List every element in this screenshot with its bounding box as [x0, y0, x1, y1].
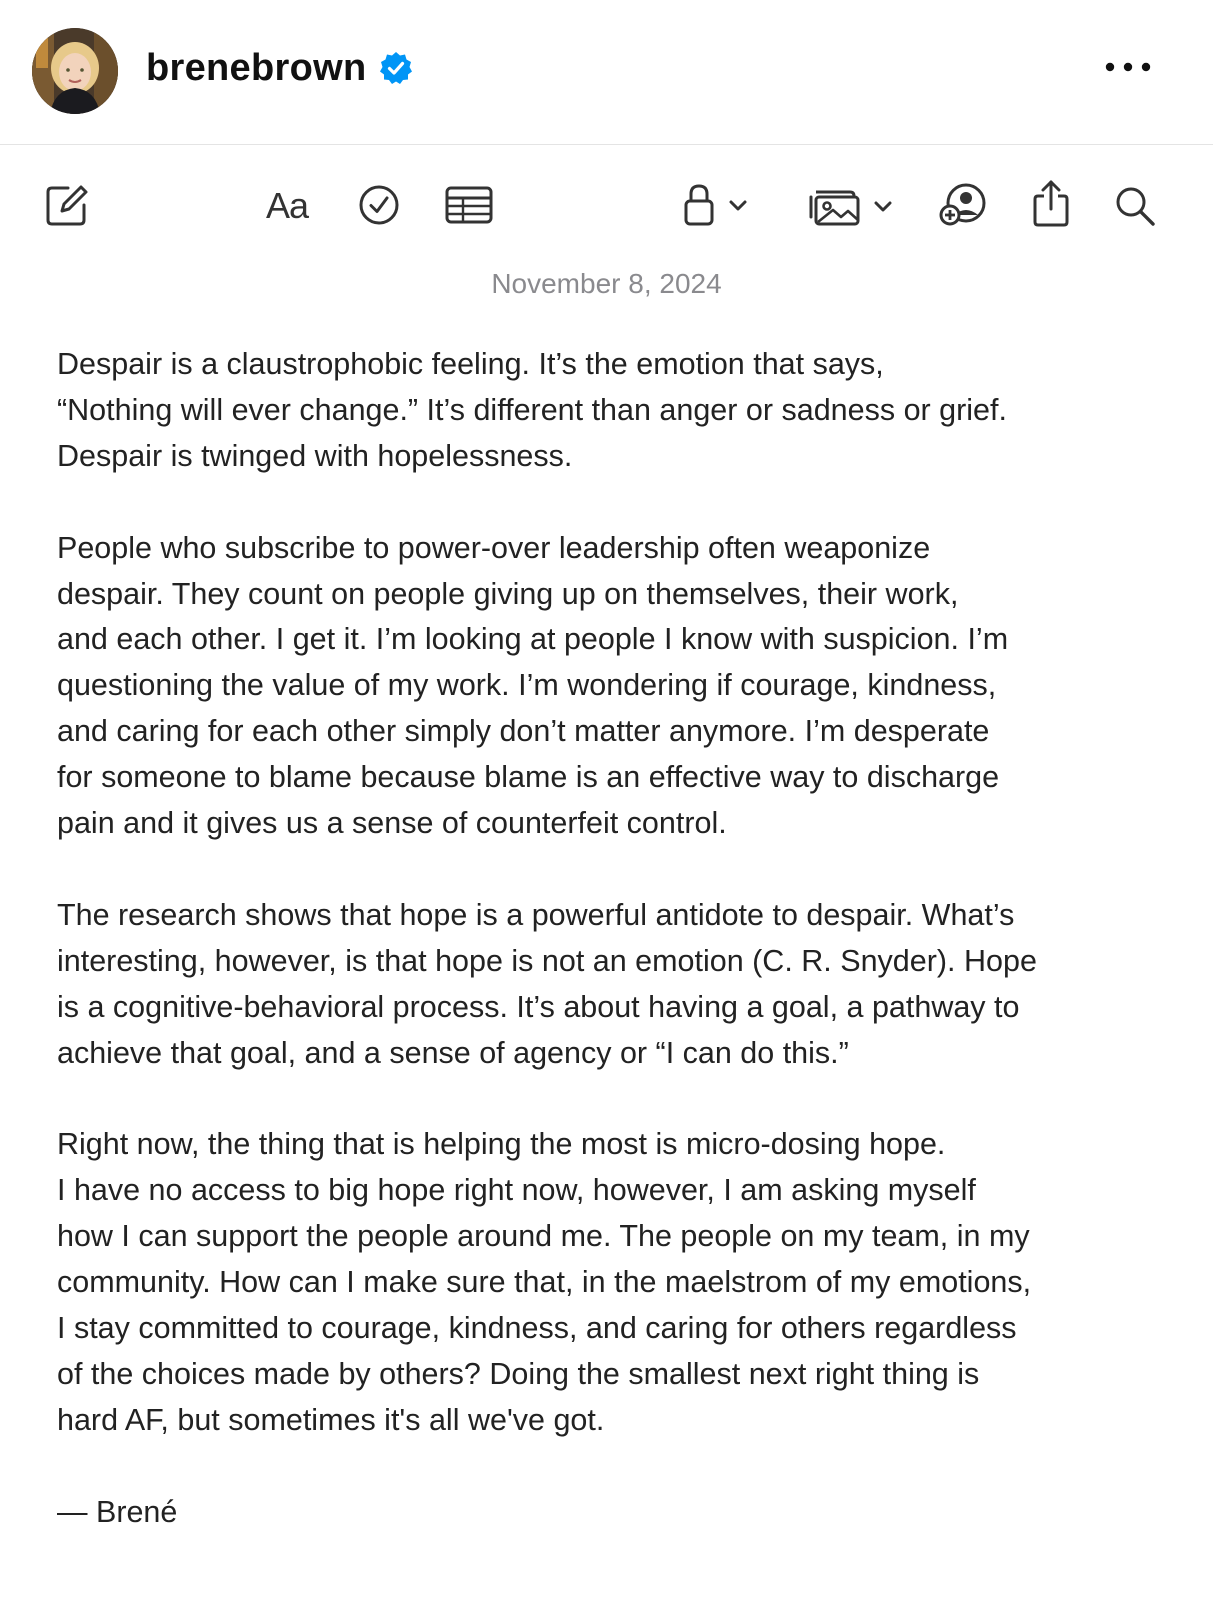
collaborate-icon[interactable] — [939, 183, 989, 227]
photo-icon[interactable] — [808, 183, 900, 227]
note-paragraph: The research shows that hope is a powerful antidote to despair. What’s interesting, however, is that hope is not an emotion (C. R. Snyder). Hope is a cognitive-behavioral process. It’s about having a goal, a pathway to achieve that goal, and a sense of agency or “I can do this.” — [57, 897, 1037, 1070]
verified-badge-icon — [379, 51, 413, 85]
checklist-icon[interactable] — [358, 184, 400, 226]
lock-icon[interactable] — [683, 182, 755, 228]
table-icon[interactable] — [445, 186, 493, 224]
note-paragraph: People who subscribe to power-over leadership often weaponize despair. They count on people giving up on themselves, their work, and each other. I get it. I’m looking at people I know with suspicion. I’m questioning the value of my work. I’m wondering if courage, kindness, and caring for each other simply don’t matter anymore. I’m desperate for someone to blame because blame is an effective way to discharge pain and it gives us a sense of counterfeit control. — [57, 530, 1009, 841]
profile-photo[interactable] — [32, 28, 118, 114]
note-date: November 8, 2024 — [491, 268, 722, 299]
compose-icon[interactable] — [44, 183, 90, 229]
note-body[interactable] — [57, 342, 1177, 1490]
more-options-icon[interactable] — [1100, 52, 1160, 82]
username[interactable]: brenebrown — [146, 47, 367, 89]
note-paragraph: Despair is a claustrophobic feeling. It’s the emotion that says, “Nothing will ever change.” It’s different than anger or sadness or grief. Despair is twinged with hopelessness. — [57, 347, 1007, 473]
format-text-button[interactable]: Aa — [266, 185, 309, 226]
note-paragraph: Right now, the thing that is helping the most is micro-dosing hope. I have no access to big hope right now, however, I am asking myself how I can support the people around me. The people on my team, in my community. How can I make sure that, in the maelstrom of my emotions, I stay committed to courage, kindness, and caring for others regardless of the choices made by others? Doing the smallest next right thing is hard AF, but sometimes it's all we've got. — [57, 1127, 1032, 1437]
note-signature: — Brené — [57, 1495, 178, 1529]
share-icon[interactable] — [1031, 178, 1071, 228]
search-icon[interactable] — [1114, 185, 1158, 229]
post-header — [0, 0, 1213, 145]
